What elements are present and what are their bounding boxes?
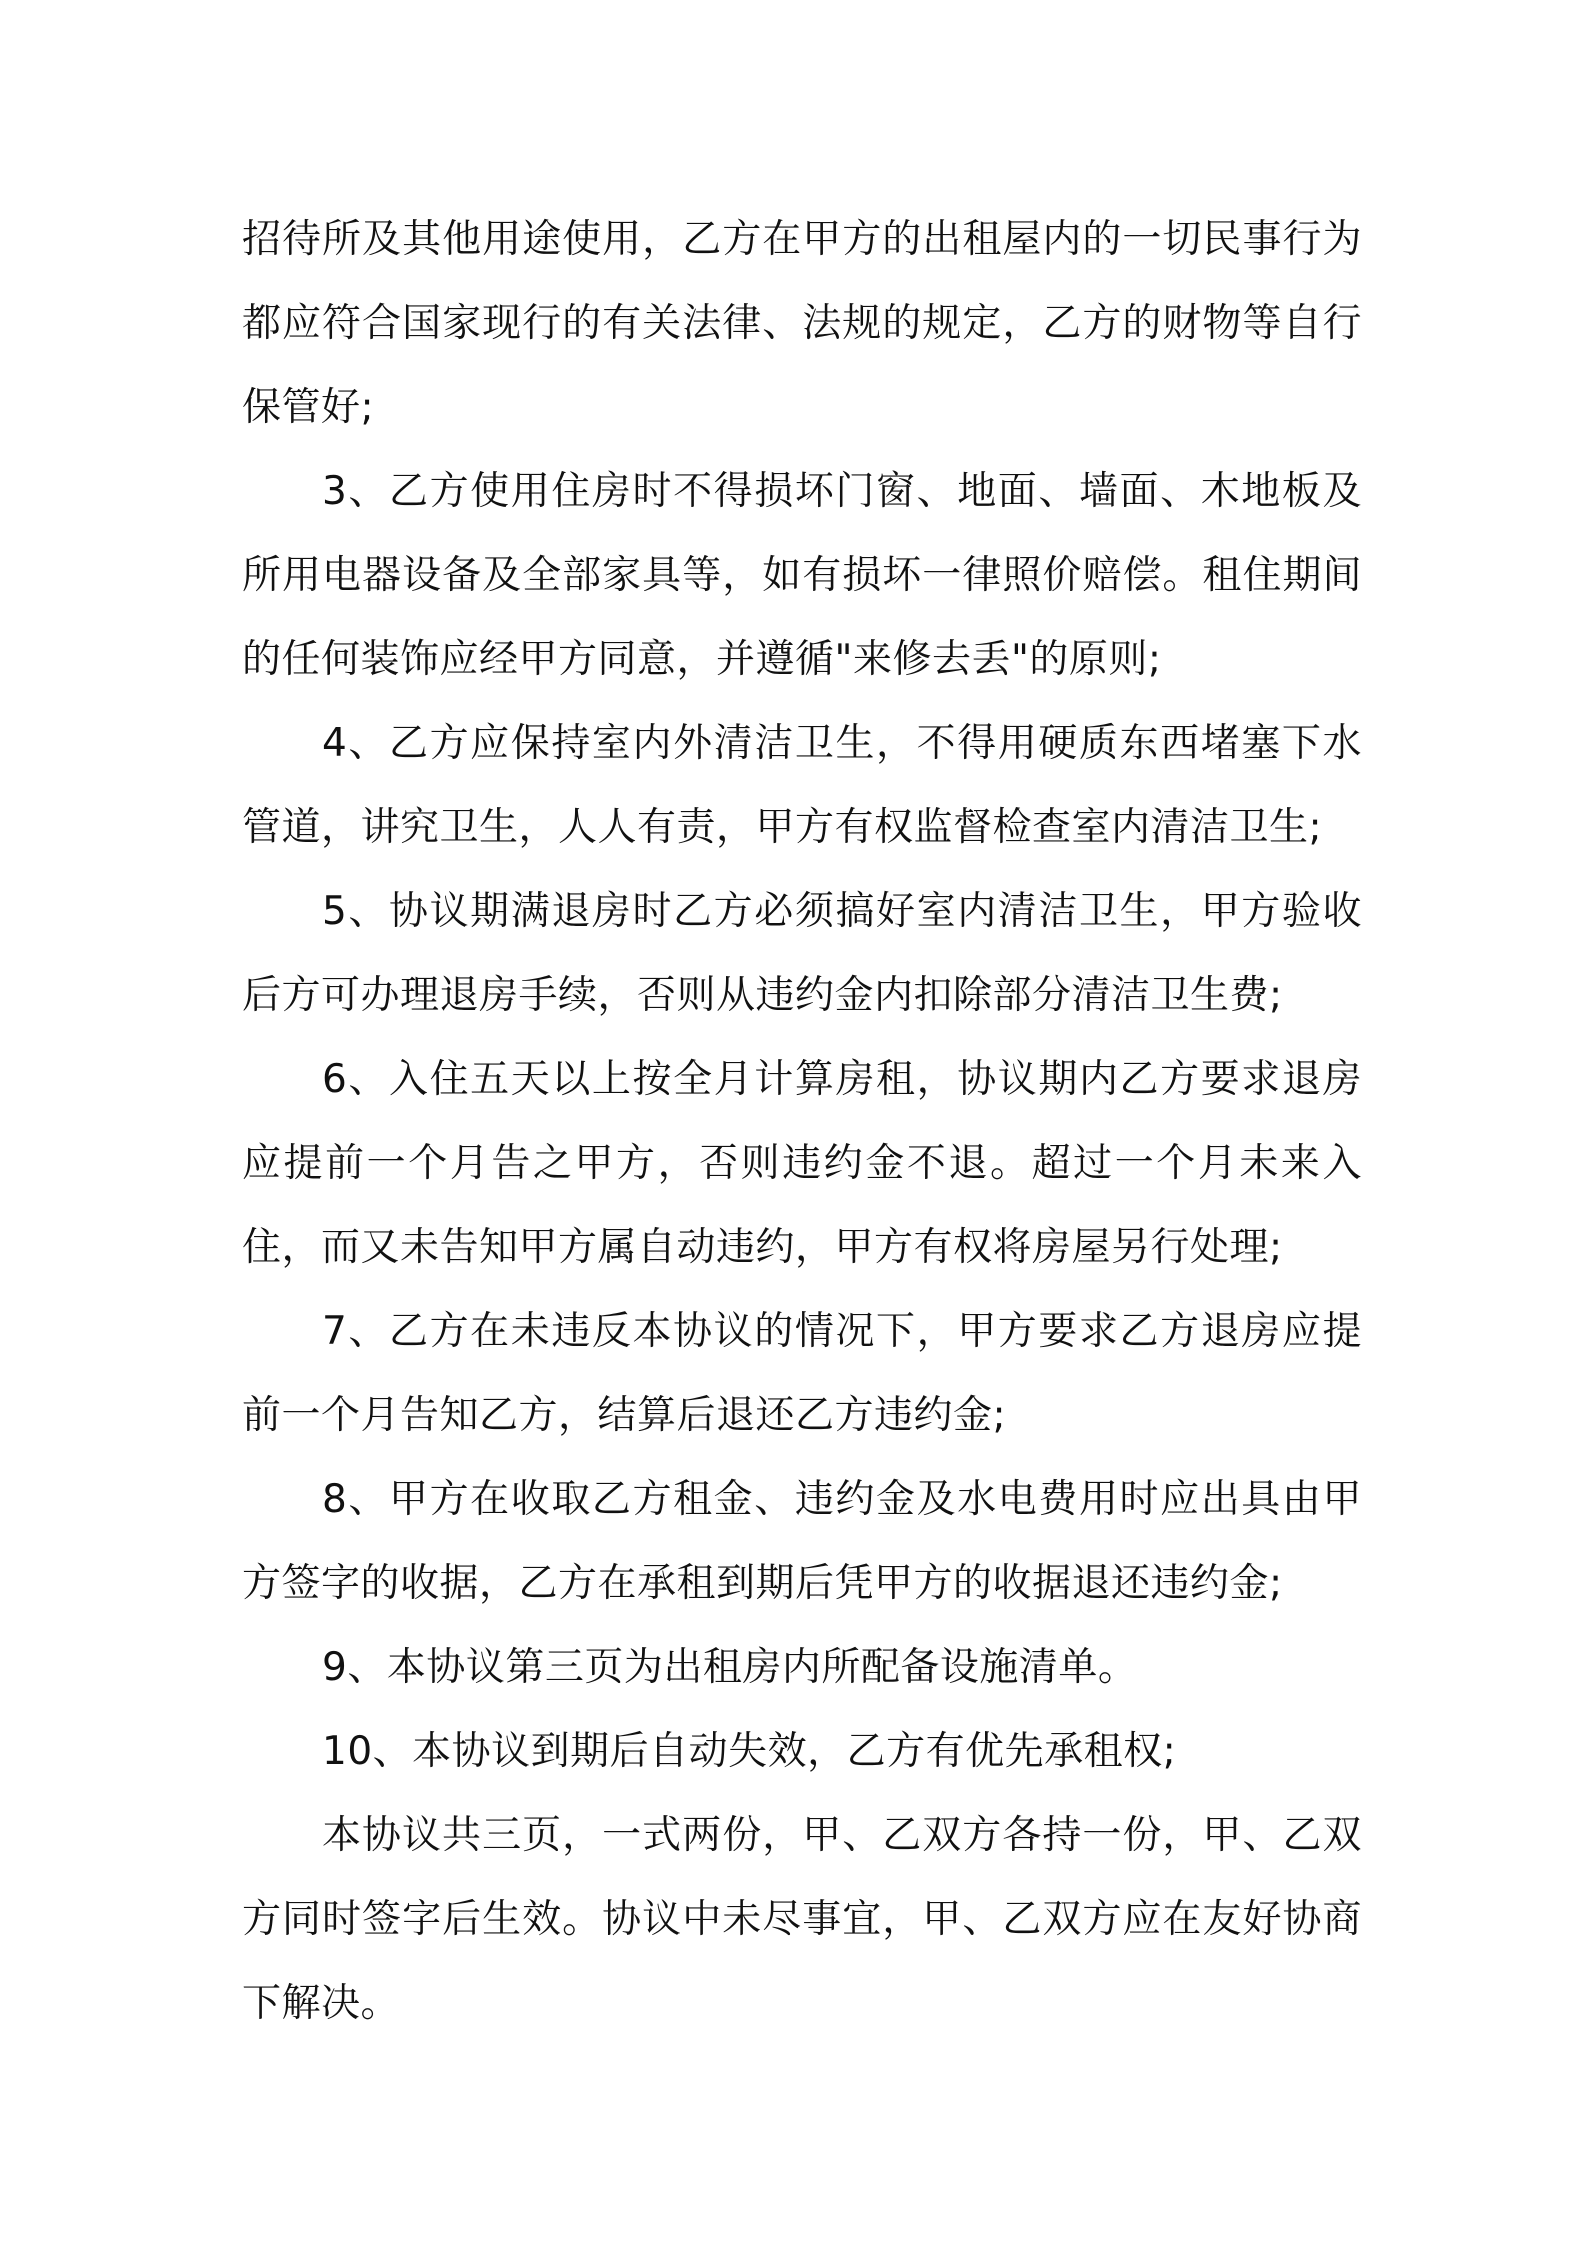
paragraph-clause-7: 7、乙方在未违反本协议的情况下，甲方要求乙方退房应提前一个月告知乙方，结算后退还乙方违约金; bbox=[242, 1309, 1362, 1438]
paragraph-closing: 本协议共三页，一式两份，甲、乙双方各持一份，甲、乙双方同时签字后生效。协议中未尽事宜，甲、乙双方应在友好协商下解决。 bbox=[242, 1813, 1362, 2026]
paragraph-clause-10: 10、本协议到期后自动失效，乙方有优先承租权; bbox=[322, 1729, 1177, 1774]
paragraph-clause-3: 3、乙方使用住房时不得损坏门窗、地面、墙面、木地板及所用电器设备及全部家具等，如有损坏一律照价赔偿。租住期间的任何装饰应经甲方同意，并遵循"来修去丢"的原则; bbox=[242, 469, 1362, 682]
paragraph-clause-8: 8、甲方在收取乙方租金、违约金及水电费用时应出具由甲方签字的收据，乙方在承租到期后凭甲方的收据退还违约金; bbox=[242, 1477, 1362, 1606]
paragraph-clause-4: 4、乙方应保持室内外清洁卫生，不得用硬质东西堵塞下水管道，讲究卫生，人人有责，甲方有权监督检查室内清洁卫生; bbox=[242, 721, 1362, 850]
paragraph-continuation: 招待所及其他用途使用，乙方在甲方的出租屋内的一切民事行为都应符合国家现行的有关法律、法规的规定，乙方的财物等自行保管好; bbox=[242, 217, 1362, 430]
paragraph-clause-9: 9、本协议第三页为出租房内所配备设施清单。 bbox=[322, 1645, 1138, 1690]
document-body bbox=[242, 198, 1362, 2046]
paragraph-clause-6: 6、入住五天以上按全月计算房租，协议期内乙方要求退房应提前一个月告之甲方，否则违约金不退。超过一个月未来入住，而又未告知甲方属自动违约，甲方有权将房屋另行处理; bbox=[242, 1057, 1362, 1270]
paragraph-clause-5: 5、协议期满退房时乙方必须搞好室内清洁卫生，甲方验收后方可办理退房手续，否则从违约金内扣除部分清洁卫生费; bbox=[242, 889, 1362, 1018]
